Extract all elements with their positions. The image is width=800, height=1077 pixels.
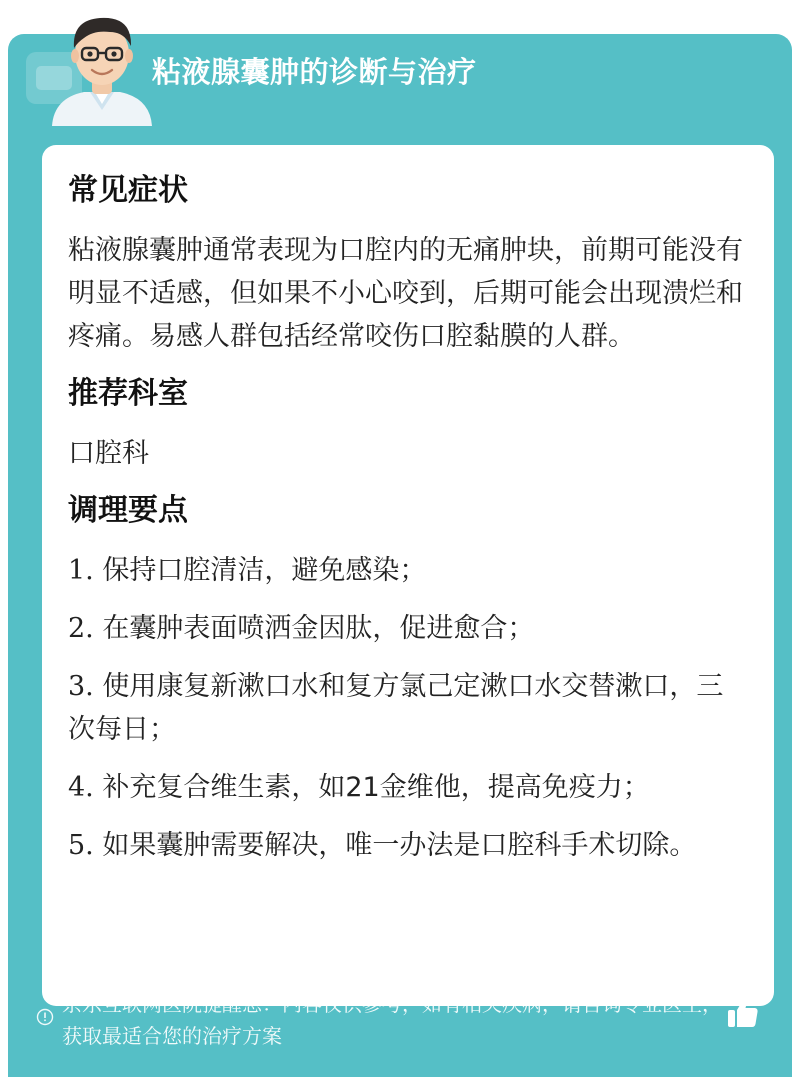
section-title-symptoms: 常见症状	[68, 173, 188, 208]
content-panel	[42, 145, 774, 1006]
section-title-care: 调理要点	[68, 493, 188, 528]
list-item: 4. 补充复合维生素，如21金维他，提高免疫力；	[68, 772, 650, 803]
list-item: 2. 在囊肿表面喷洒金因肽，促进愈合；	[68, 613, 535, 644]
list-item: 1. 保持口腔清洁，避免感染；	[68, 555, 427, 586]
list-item: 3. 使用康复新漱口水和复方氯己定漱口水交替漱口，三次每日；	[68, 671, 724, 745]
list-item: 5. 如果囊肿需要解决，唯一办法是口腔科手术切除。	[68, 830, 697, 861]
doctor-avatar-icon	[44, 8, 160, 126]
article-card	[8, 34, 792, 1077]
page-title: 粘液腺囊肿的诊断与治疗	[152, 55, 477, 89]
info-icon	[36, 1008, 54, 1026]
symptoms-text: 粘液腺囊肿通常表现为口腔内的无痛肿块，前期可能没有明显不适感，但如果不小心咬到，后期可能会出现溃烂和疼痛。易感人群包括经常咬伤口腔黏膜的人群。	[68, 235, 743, 352]
department-text: 口腔科	[68, 438, 149, 469]
care-list	[68, 549, 748, 867]
section-title-department: 推荐科室	[68, 376, 188, 411]
disclaimer-text: 获取最适合您的治疗方案	[62, 1024, 282, 1048]
